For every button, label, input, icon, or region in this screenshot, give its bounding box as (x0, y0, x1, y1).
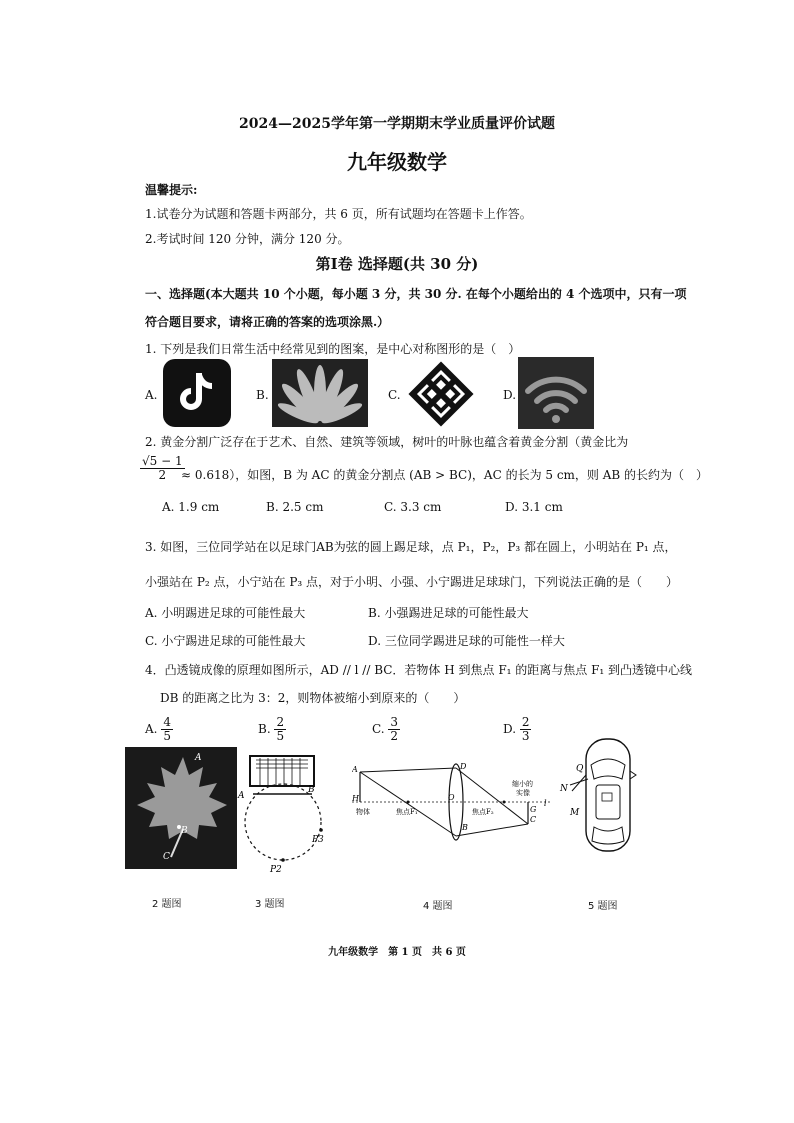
figure-4-convex-lens (352, 758, 552, 858)
q4-stem-2: DB 的距离之比为 3：2，则物体被缩小到原来的（ ） (160, 691, 466, 705)
q4-option-d-num: 2 (521, 715, 530, 729)
q2-option-b: B. 2.5 cm (266, 500, 324, 514)
q1-option-a-label: A. (145, 388, 158, 402)
q2-stem-2: ≈ 0.618），如图，B 为 AC 的黄金分割点 (AB > BC)，AC 的长为 5 cm，则 AB 的长约为（ ） (181, 468, 709, 482)
q4-option-d (503, 716, 531, 743)
notice-item-1: 1.试卷分为试题和答题卡两部分，共 6 页，所有试题均在答题卡上作答。 (145, 207, 532, 221)
fig3-caption: 3 题图 (255, 899, 285, 910)
fig4-label-l: l (544, 799, 547, 808)
q4-option-c-den: 2 (390, 729, 399, 743)
q2-stem-1: 2. 黄金分割广泛存在于艺术、自然、建筑等领域，树叶的叶脉也蕴含着黄金分割（黄金比为 (145, 435, 629, 449)
fig3-label-p2: P2 (270, 865, 282, 875)
fig4-caption: 4 题图 (423, 901, 453, 912)
fig5-label-q: Q (576, 764, 584, 774)
q3-option-c: C. 小宁踢进足球的可能性最大 (145, 634, 306, 648)
q3-stem-1: 3. 如图，三位同学站在以足球门AB为弦的圆上踢足球，点 P₁，P₂，P₃ 都在圆上，小明站在 P₁ 点， (145, 540, 677, 554)
q3-option-d: D. 三位同学踢进足球的可能性一样大 (368, 634, 565, 648)
q2-option-d: D. 3.1 cm (505, 500, 563, 514)
q3-option-a: A. 小明踢进足球的可能性最大 (145, 606, 306, 620)
flower-logo-icon (272, 359, 368, 427)
fig4-label-b: B (462, 823, 468, 832)
section-instructions-2: 符合题目要求，请将正确的答案的选项涂黑.） (145, 315, 390, 329)
subject-title: 九年级数学 (347, 150, 447, 174)
q4-option-d-label: D. (503, 722, 517, 736)
q4-option-c-num: 3 (390, 715, 399, 729)
fig4-label-c: C (530, 815, 537, 824)
fig4-label-o: O (448, 793, 455, 802)
fig4-label-image-bottom: 实像 (516, 789, 530, 797)
fig2-label-b: B (181, 826, 188, 836)
q1-stem: 1. 下列是我们日常生活中经常见到的图案，是中心对称图形的是（ ） (145, 342, 521, 356)
q4-option-a-den: 5 (163, 729, 171, 743)
q1-option-c-label: C. (388, 388, 401, 402)
q4-option-a (145, 716, 173, 743)
fig5-caption: 5 题图 (588, 901, 618, 912)
q4-option-d-den: 3 (521, 729, 530, 743)
q4-stem-1: 4．凸透镜成像的原理如图所示，AD // l // BC．若物体 H 到焦点 F₁ 的距离与焦点 F₁ 到凸透镜中心线 (145, 663, 693, 677)
fig2-caption: 2 题图 (152, 899, 182, 910)
q4-option-b-label: B. (258, 722, 271, 736)
fig4-label-focus2: 焦点F₂ (472, 808, 494, 816)
fig5-label-n: N (560, 784, 568, 794)
q4-option-c (372, 716, 400, 743)
q4-option-c-label: C. (372, 722, 385, 736)
figure-2-maple-leaf (125, 747, 237, 869)
fig5-label-m: M (570, 808, 580, 818)
fig3-label-a: A (238, 791, 245, 801)
q2-option-c: C. 3.3 cm (384, 500, 442, 514)
wifi-logo-icon (518, 357, 594, 429)
q1-option-b-label: B. (256, 388, 269, 402)
page-footer: 九年级数学 第 1 页 共 6 页 (328, 947, 466, 958)
notice-item-2: 2.考试时间 120 分钟，满分 120 分。 (145, 232, 350, 246)
fig2-label-c: C (163, 852, 170, 862)
fig4-label-image-top: 缩小的 (512, 780, 533, 788)
q3-option-b: B. 小强踢进足球的可能性最大 (368, 606, 529, 620)
q1-option-d-label: D. (503, 388, 517, 402)
fig2-label-a: A (195, 753, 202, 763)
fig4-label-object: 物体 (356, 808, 370, 816)
q4-option-b-den: 5 (276, 729, 285, 743)
fig4-label-g: G (530, 805, 537, 814)
section-title: 第Ⅰ卷 选择题(共 30 分) (315, 255, 479, 273)
figure-5-car (558, 735, 648, 857)
fig4-label-h: H (352, 794, 359, 803)
q4-option-b-num: 2 (276, 715, 285, 729)
figure-3-goal-circle (236, 750, 331, 880)
q4-option-a-label: A. (145, 722, 158, 736)
q3-stem-2: 小强站在 P₂ 点，小宁站在 P₃ 点，对于小明、小强、小宁踢进足球球门，下列说法正确的是（ ） (145, 575, 679, 589)
fig3-label-b: B (308, 785, 315, 795)
notice-heading: 温馨提示: (145, 183, 198, 197)
fig3-label-p3: P3 (312, 835, 324, 845)
q2-option-a: A. 1.9 cm (162, 500, 220, 514)
fig4-label-d: D (460, 762, 467, 771)
golden-ratio-numerator: √5 − 1 (142, 454, 183, 468)
fig4-label-a: A (352, 765, 358, 774)
golden-ratio-fraction (140, 455, 185, 482)
section-instructions-1: 一、选择题(本大题共 10 个小题，每小题 3 分，共 30 分. 在每个小题给出的 4 个选项中，只有一项 (145, 287, 687, 301)
fig4-label-focus1: 焦点F₁ (396, 808, 418, 816)
exam-title: 2024—2025学年第一学期期末学业质量评价试题 (239, 116, 555, 132)
tiktok-logo-icon (163, 359, 231, 427)
q4-option-b (258, 716, 286, 743)
knot-logo-icon (406, 360, 476, 428)
q4-option-a-num: 4 (163, 715, 171, 729)
golden-ratio-denominator: 2 (158, 468, 167, 482)
